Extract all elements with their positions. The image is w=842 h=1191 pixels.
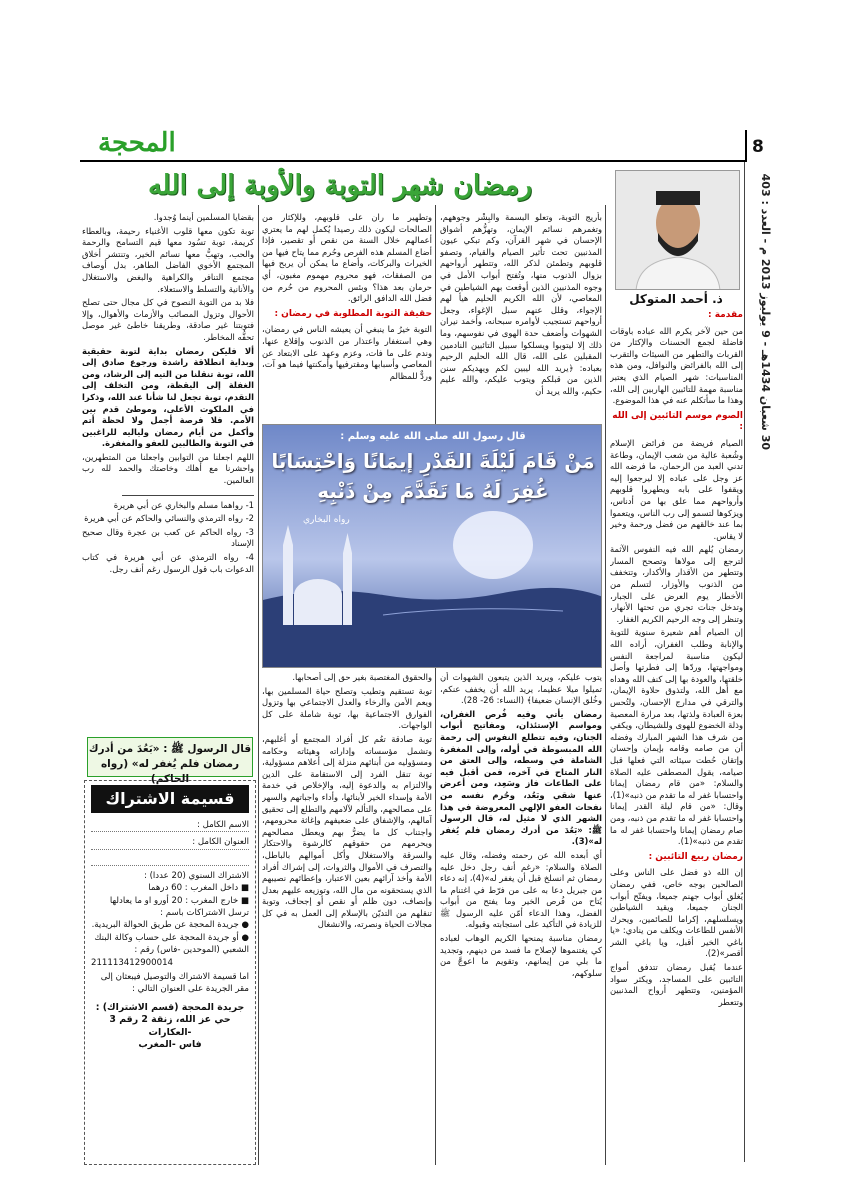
address-line-2: حي عز الله، زنقة 2 رقم 3 -العكارات: [109, 1014, 231, 1038]
hadith-banner: [262, 424, 602, 668]
name-field[interactable]: [91, 819, 197, 831]
header-rule: [80, 160, 745, 162]
paragraph: عندما يُقبل رمضان تتدفق أمواج التائبين على المساجد، ويكثر سواد المؤمنين، وتتطهر أرواح المذنبين وتتعطر: [610, 962, 743, 1007]
paragraph: توبة تكون معها قلوب الأغنياء رحيمة، وبالعطاء كريمة، توبة تسُود معها قيم التسامح والرحمة والحب، وتهبُّ معها نسائم الخير، وتنتشر أخلاق المجتمع الأخوي الفاضل الطاهر، بدل أوصاف مجتمع التنافر والكراهية والبغض والاستغلال والأنانية والتسلط والاستعلاء.: [82, 225, 254, 294]
paragraph: اللهم اجعلنا من التوابين واجعلنا من المتطهرين، واحشرنا مع أهلك وخاصتك والحمد لله رب العالمين.: [82, 451, 254, 486]
paragraph: والحقوق المغتصبة بغير حق إلى أصحابها.: [292, 672, 432, 682]
quote-line-1: قال الرسول ﷺ : «بَعُدَ من أدرك: [88, 743, 252, 755]
hadith-source: رواه البخاري: [303, 515, 350, 525]
quote-line-2: رمضان فلم يُغفر له» (رواه الحاكم): [100, 758, 240, 785]
reference: 4- رواه الترمذي عن أبي هريرة في كتاب الدعوات باب قول الرسول رغم أنف رجل.: [82, 552, 254, 574]
paragraph-bold: ألا فليكن رمضان بداية لتوبة حقيقية وبداية انطلاقة راشدة ورجوع صادق إلى الله، توبة تنقلنا من التيه إلى الرشاد، ومن الغفلة إلى اليقظة، ومن التخلف إلى التقدم، توبة تجعل لنا شأنا عند الله، وذكرا في الملكوت الأعلى، وموطئ قدم بين الأمم. فلا فرصة أجمل ولا لحظة أتم وأكمل من أيام رمضان ولياليه للراغبين في التوبة والطالبين للعفو والمغفرة.: [82, 345, 254, 449]
intro-heading: مقدمة :: [707, 310, 743, 320]
send-label: ترسل الاشتراكات باسم :: [160, 908, 249, 919]
vertical-date-strip: 30 شعبان 1434هـ - 9 يوليوز 2013 م - العدد : 403: [759, 173, 772, 450]
col-rule-2: [435, 205, 436, 1165]
column-3-top: [262, 212, 432, 420]
column-2-bottom: [440, 672, 602, 1167]
subheading-2: رمضان ربيع التائبين :: [648, 851, 743, 862]
col-rule-1: [605, 205, 606, 1165]
paragraph: توبة تستقيم وتطيب وتصلح حياة المسلمين بها، ويعم الأمن والرخاء والعدل الاجتماعي بها وتزول الفوارق الاجتماعية بها، توبة شاملة على كل الواجهات.: [262, 685, 432, 731]
paragraph: فلا بد من التوبة النصوح في كل مجال حتى تصلح الأحوال وتزول المصائب والأزمات والأهوال، وإلا فتوبتنا غير صادقة، وطريقنا خاطئ غير موصل تحفُّه المخاطر.: [82, 297, 254, 342]
col-rule-3: [258, 205, 259, 1165]
paragraph: يتوب عليكم، ويريد الذين يتبعون الشهوات أن تميلوا ميلا عظيما، يريد الله أن يخفف عنكم، وخُلق الإنسان ضعيفا﴾ (النساء: 26- 28).: [440, 672, 602, 706]
author-photo: [615, 170, 740, 290]
column-2-top: [440, 212, 602, 420]
price-inside: ■ داخل المغرب : 60 درهما: [148, 883, 249, 894]
reference: 2- رواه الترمذي والنسائي والحاكم عن أبي هريرة: [84, 513, 254, 524]
account-number: 211113412900014: [91, 957, 174, 968]
annual-label: الاشتراك السنوي (20 عددا) :: [143, 870, 249, 881]
author-name: ذ. أحمد المتوكل: [629, 292, 723, 306]
subheading-3: حقيقة التوبة المطلوبة في رمضان :: [274, 308, 432, 319]
paragraph: رمضان يُلهم الله فيه النفوس الآثمة لترجع إلى مولاها وتصحح المسار وتتطهر من الأقذار والأكدار، وتتخفف من الذنوب والأوزار، لتسلم من الأخطار يوم العرض على الجبار، وتدخل جنات تجري من تحتها الأنهار، وتنظر إلى وجه الرحيم الكريم الغفار.: [610, 544, 743, 624]
option-postal: ● جريدة المحجة عن طريق الحوالة البريدية.: [91, 920, 249, 931]
paragraph: التوبة خيرُ ما ينبغي أن يعيشه الناس في رمضان، وهي استغفار واعتذار من الذنوب وإقلاع عنها، وندم على ما فات، وعزم وعهد على الابتعاد عن المعاصي وأسبابها ومقترفيها وأمكنتها فيما هو آت، وردٌّ للمظالم: [262, 324, 432, 381]
paragraph: أي أبعده الله عن رحمته وفضله، وقال عليه الصلاة والسلام: «رغم أنف رجل دخل عليه رمضان ثم انسلخ قبل أن يغفر له»(4)، إنه دعاء من جبريل دعا به على من فرّط في اغتنام ما يُتاح من فُرص الخير وما يفتح من أبواب الفضل، وهذا الدعاء أمّن عليه الرسول ﷺ للزيادة في التأكيد على استجابته وقبوله.: [440, 849, 602, 930]
intro-paragraph: من حين لآخر يكرم الله عباده باوقات فاضلة لجمع الحسنات والإكثار من القربات والتطهر من السيئات والتقرب إلى الله بالفرائض والنوافل، ومن هذه المناسبات: شهر الصيام الذي يعتبر مناسبة مهمة للتائبين الهاربين إلى الله، وهذا ما سأتكلم عنه في هذا الموضوع.: [610, 325, 743, 406]
hadith-header: قال رسول الله صلى الله عليه وسلم :: [340, 431, 526, 442]
subscription-coupon: [84, 780, 256, 1165]
address-field-line[interactable]: [91, 854, 249, 866]
paragraph: إن الله ذو فضل على الناس وعلى الصالحين بوجه خاص، ففي رمضان يُغلق أبواب جهنم جميعا، ويفتّح أبواب الجنان جميعا، ويقيد الشياطين ويسلسلهم، إكراما للصائمين، ويحرك الأنفس للطاعات ويكلف من ينادي: «يا باغي الخير أقبل، ويا باغي الشر أقصر»(2).: [610, 867, 743, 959]
reference: 1- رواهما مسلم والبخاري عن أبي هريرة: [113, 499, 254, 510]
section-title: المحجة: [98, 128, 176, 158]
address-field[interactable]: [91, 836, 192, 848]
paragraph: بأريج التوبة، وتعلو البسمة والبِشْر وجوههم، وتغمرهم نسائم الإيمان، وتهزُّهم أشواق الإحسان في شهر القرآن، وكم تبكي عيون المذنبين تحت تأثير الصيام والقيام، وتصفو قلوبهم وتطمئن لذكر الله، وتتطهر أرواحهم بزوال الذنوب منها، وتُفتح أبواب الأمل في وجوه المذنبين الذين أوقعت بهم الشياطين في المعاصي، لأن الله الكريم الحليم هيأ لهم الإجواء، وقلل عنهم سبل الإغواء، وجعل أرواحهم تستجيب لأوامره سبحانه، وأخمد نيران الشهوات وأضعف حدة الهوى في نفوسهم، وما ذلك إلا ليتوبوا ويسلكوا سبيل التائبين النادمين المقبلين على الله، قال الله الحليم الرحيم بعباده: ﴿يريد الله ليبين لكم ويهديكم سنن الذين من قبلكم ويتوب عليكم، والله عليم حكيم، والله يريد أن: [440, 212, 602, 396]
address-line-3: فاس -المغرب: [138, 1039, 202, 1051]
column-1: [610, 306, 743, 1166]
header-rule-right: [745, 130, 747, 162]
hadith-line-2: غُفِرَ لَهُ مَا تَقَدَّمَ مِنْ ذَنْبِهِ: [317, 479, 549, 503]
price-outside: ■ خارج المغرب : 20 أورو او ما يعادلها: [109, 895, 249, 906]
send-text: اما قسيمة الاشتراك والتوصيل فيبعثان إلى مقر الجريدة على العنوان التالي :: [100, 972, 249, 995]
hadith-line-1: مَنْ قَامَ لَيْلَةَ القَدْرِ إيمَانًا وَاحْتِسَابًا: [271, 449, 595, 473]
reference: 3- رواه الحاكم عن كعب بن عجرة وقال صحيح الإسناد: [82, 526, 254, 549]
coupon-title: قسيمة الاشتراك: [91, 785, 249, 813]
address-label: العنوان الكامل :: [192, 837, 249, 848]
paragraph: رمضان مناسبة يمنحها الكريم الوهاب لعباده كي يغتنموها لإصلاح ما فسد من دينهم، وتجديد ما بلي من إيمانهم، وتقويم ما اعوجَّ من سلوكهم،: [440, 933, 602, 978]
name-label: الاسم الكامل :: [196, 820, 249, 830]
paragraph: توبة صادقة تعُم كل أفراد المجتمع أو أغلبهم، وتشمل مؤسساته وإداراته وهيئاته وحكامه ومسؤوليه من أبنائهم منزلة إلى أعلاهم مسؤولية، توبة تنقل الفرد إلى الاستقامة على الدين والالتزام به والدعوة إليه، والإخلاص في خدمة الأمة وإسداء الخير لأبنائها، وأداء واجباتهم والسهر على مصالحهم، والتألم لآلامهم والتطلع إلى تحقيق آمالهم، والإشفاق على ضعيفهم وإغاثة محرومهم، واجتناب كل ما يضرُّ بهم ويعطل مصالحهم ويحرمهم من حقوقهم كالرشوة والاحتكار والسرقة والاستغلال وأكل أموالهم بالباطل، والتصرف في الأموال والثروات، إلى إشراك أفراد الأمة وأخذ آرائهم بعين الاعتبار، وإعطائهم نصيبهم الذي يستحقونه من مال الله، وتوزيعه عليهم بعدل وإنصاف، دون ظلم أو نقص أو إجحاف، وتوبة تنقلهم من التديّن بالإسلام إلى العمل به في كل مجالات الحياة ونصرته، والانشغال: [262, 733, 432, 930]
paragraph: إن الصيام أهم شعيرة سنوية للتوبة والإنابة وطلب الغفران، أراده الله ليكون مناسبة لمراجعة النفس ومواجهتها، وردّها إلى فطرتها وأصل خلقتها، والعودة بها إلى كنف الله وهداه مع أهل الله، ولتذوق حلاوة الإيمان، والترقي في مدارج الإحسان، ولتُحس بعزة العبادة ولذتها، بعد مرارة المعصية وذلة الخضوع للهوى وللشيطان، ويكفي من شرف هذا الشهر المبارك وفضله أن من صامه وقامه بإيمان وإحسان وإتقان حُطت سيئاته التي فعلها قبل صيامه، يقول المصطفى عليه الصلاة والسلام: «من قام رمضان إيمانا واحتسابا غفر له ما تقدم من ذنبه»(1)، وقال: «من قام ليلة القدر إيمانا واحتسابا غفر له ما تقدم من ذنبه، ومن صام رمضان إيمانا واحتسابا غفر له ما تقدم من ذنبه»(1).: [610, 627, 743, 847]
paragraph: بقضايا المسلمين أينما وُجدوا.: [153, 212, 254, 222]
paragraph: وتطهير ما ران على قلوبهم، وللإكثار من الصالحات ليكون ذلك رصيدا يُكمل لهم ما يعتري أعمالهم خلال السنة من نقص أو تقصير، فإذا أضاع المسلم هذه الفرص وحُرم مما يتاح فيها من الخيرات والبركات، وأضاع ما يمكن أن يربح فيها من الصفقات، فهو محروم مهموم مغبون، أي حرمان بعد هذا؟ وبئس المحروم من حُرم من فضل الله الدافق الرائق.: [262, 212, 432, 304]
page-number: 8: [752, 137, 764, 157]
option-bank: ● أو جريدة المحجة على حساب وكالة البنك الشعبي (الموحدين -فاس) رقم :: [94, 932, 249, 956]
subheading-1: الصوم موسم التائبين إلى الله :: [612, 410, 743, 433]
column-4: [82, 212, 254, 732]
address-line-1: جريدة المحجة (قسم الاشتراك) :: [95, 1001, 245, 1013]
sidebar-rule: [744, 162, 745, 1162]
paragraph: الصيام فريضة من فرائض الإسلام وشُعبة عالية من شعب الإيمان، وطاعة تدني العبد من الرحمان، ما فرضه الله عز وجل على عباده إلا ليرجعوا إليه ويقفوا على بابه ويطهروا قلوبهم وأرواحهم مما علق بها من أدناس، ويزكوها لتسمو إلى رب الناس، ويتعموا بما عند خالقهم من فضل ورحمة وخير لا يقاس.: [610, 437, 743, 541]
quote-box: [87, 737, 253, 785]
paragraph-bold: رمضان يأتي وفيه فُرص الغفران، ومواسم الإستئذان، ومفاتيح أبواب الجنان، وفيه تتطلع النفوس إلى رحمة الله المبسوطة في أوله، وإلى المغفرة الشاملة في وسطه، وإلى العتق من النار المتاح في آخره، فمن أقبل فيه على الطاعات فاز وسَعِد، ومن أعرض عنها شقي وبَعُد، وحُرم نفسه من نفحات العفو الإلهي المعروضة في هذا الشهر الذي لا مثيل له، قال الرسول ﷺ: «بَعُدَ من أدرك رمضان فلم يُغفر له»(3).: [440, 708, 602, 847]
article-title: رمضان شهر التوبة والأوبة إلى الله: [147, 170, 533, 201]
column-3-bottom: [262, 672, 432, 1167]
